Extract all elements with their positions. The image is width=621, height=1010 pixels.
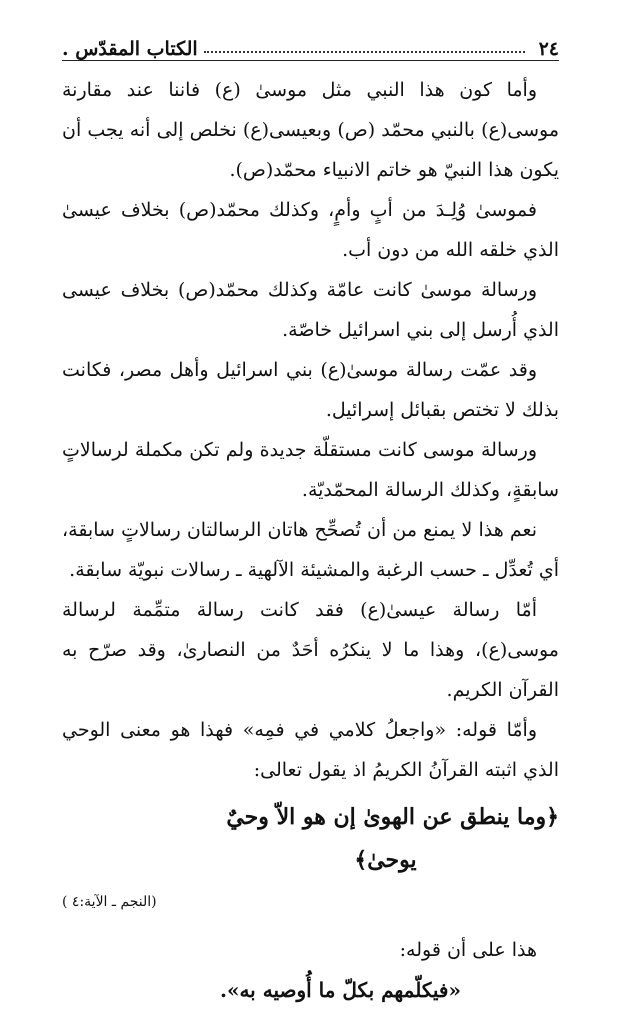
page-body <box>62 70 559 1010</box>
verse-reference <box>62 890 559 914</box>
header-leader-dots <box>204 51 525 53</box>
page-header <box>62 30 559 61</box>
quran-verse-line-1: ﴿وما ينطق عن الهوىٰ إن هو الاّ وحيٌ <box>226 804 559 830</box>
paragraph-1: وأما كون هذا النبي مثل موسىٰ (ع) فاننا عند مقارنة موسى(ع) بالنبي محمّد (ص) وبعيسى(ع) نخلص إلى أنه يجب أن يكون هذا النبيّ هو خاتم الانبياء محمّد(ص). <box>62 79 559 181</box>
paragraph-6: نعم هذا لا يمنع من أن تُصحِّح هاتان الرسالتان رسالاتٍ سابقة، أي تُعدِّل ـ حسب الرغبة والمشيئة الآلهية ـ رسالات نبويّة سابقة. <box>62 519 559 581</box>
paragraph-5: ورسالة موسى كانت مستقلّة جديدة ولم تكن مكملة لرسالاتٍ سابقةٍ، وكذلك الرسالة المحمّديّة. <box>62 439 559 501</box>
paragraph-8: وأمّا قوله: «واجعلُ كلامي في فمِه» فهذا هو معنى الوحي الذي اثبته القرآنُ الكريمُ اذ يقول تعالى: <box>62 719 559 781</box>
paragraph-3: ورسالة موسىٰ كانت عامّة وكذلك محمّد(ص) بخلاف عيسى الذي أُرسل إلى بني اسرائيل خاصّة. <box>62 279 559 341</box>
closing-intro: هذا على أن قوله: <box>399 939 537 961</box>
paragraph-4: وقد عمّت رسالة موسىٰ(ع) بني اسرائيل وأهل مصر، فكانت بذلك لا تختص بقبائل إسرائيل. <box>62 359 559 421</box>
spacer <box>62 914 559 930</box>
paragraph-7: أمّا رسالة عيسىٰ(ع) فقد كانت رسالة متمِّمة لرسالة موسى(ع)، وهذا ما لا ينكرُه أحَدٌ من النصارىٰ، وقد صرّح به القرآن الكريم. <box>62 599 559 701</box>
running-title: الكتاب المقدّس . <box>62 38 198 60</box>
closing-quote: «فيكلّمهم بكلّ ما أُوصيه به». <box>220 978 461 1002</box>
paragraph-2: فموسىٰ وُلِـدَ من أبٍ وأمٍ، وكذلك محمّد(ص) بخلاف عيسىٰ الذي خلقه الله من دون أب. <box>62 199 559 261</box>
quran-verse-line-2: يوحىٰ﴾ <box>354 847 417 873</box>
page-number: ٢٤ <box>538 38 559 60</box>
verse-reference-text: (النجم ـ الآية:٤ ) <box>62 894 157 910</box>
